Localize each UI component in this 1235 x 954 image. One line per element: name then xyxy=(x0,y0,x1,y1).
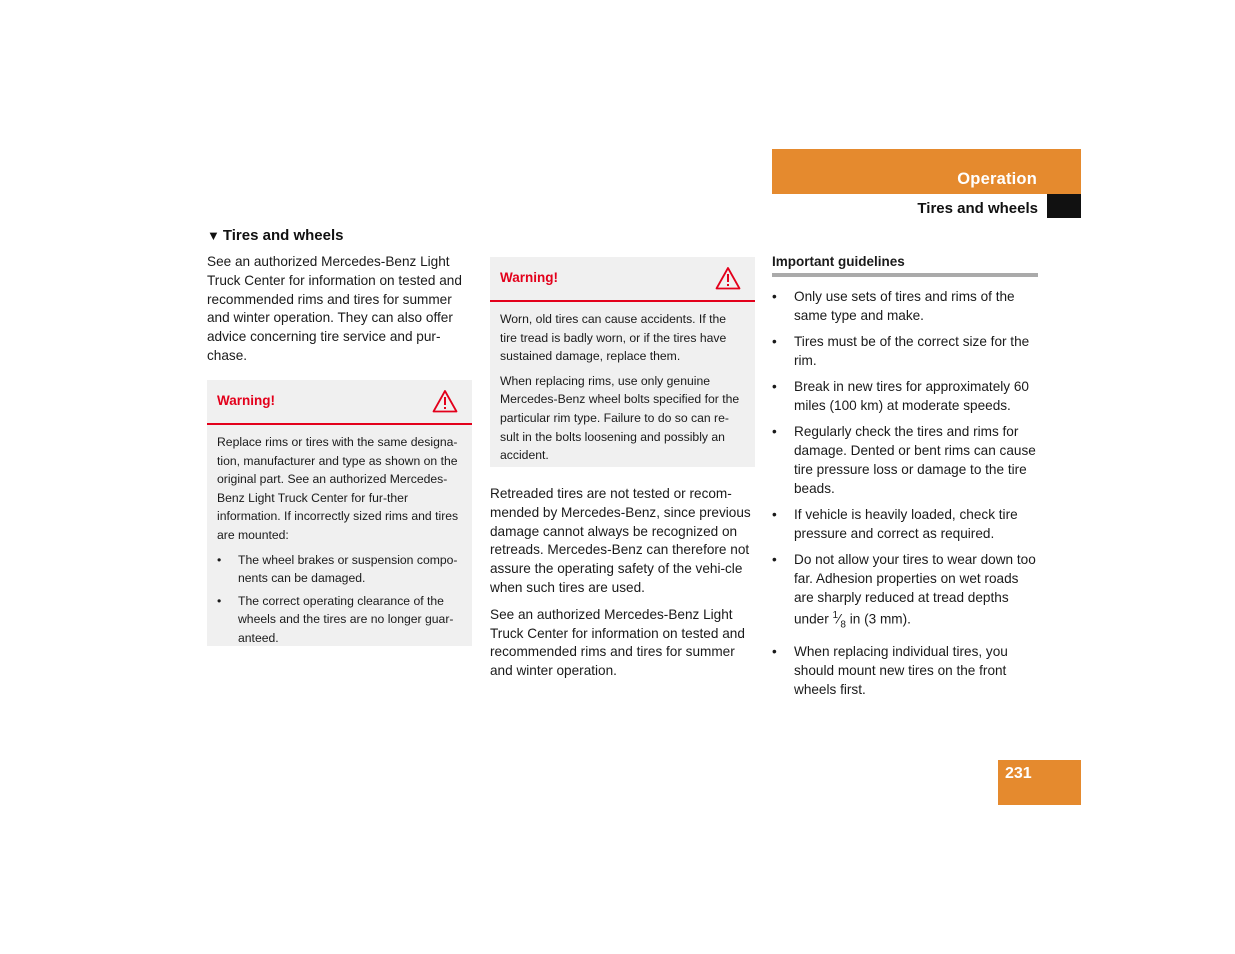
list-item: • Only use sets of tires and rims of the same type and make. xyxy=(772,288,1038,326)
list-item: • The wheel brakes or suspension compo-nents can be damaged. xyxy=(217,551,462,588)
chapter-title: Operation xyxy=(957,170,1037,188)
triangle-down-icon: ▼ xyxy=(207,228,220,243)
column-1 xyxy=(207,253,472,374)
list-item: • The correct operating clearance of the wheels and the tires are no longer guar-anteed. xyxy=(217,592,462,648)
warning-paragraph: Worn, old tires can cause accidents. If the tire tread is badly worn, or if the tires have sustained damage, replace them. xyxy=(500,312,727,364)
list-item: • Regularly check the tires and rims for damage. Dented or bent rims can cause tire pressure loss or damage to the tire beads. xyxy=(772,423,1038,498)
warning-triangle-icon xyxy=(715,266,741,290)
section-heading xyxy=(207,227,343,244)
fraction-numerator: 1 xyxy=(832,610,839,622)
thumb-tab xyxy=(1047,194,1081,218)
warning-text: Replace rims or tires with the same designa-tion, manufacturer and type as shown on the original part. See an authorized Mercedes-Benz Light Truck Center for fur-ther information. If incorrectly sized rims and tires are mounted: xyxy=(217,435,459,542)
tread-text: Do not allow your tires to wear down too far. Adhesion properties on wet roads are sharply reduced at tread depths under xyxy=(794,552,1036,627)
warning-label: Warning! xyxy=(500,270,558,285)
warning-triangle-icon xyxy=(432,389,458,413)
warning-body xyxy=(490,302,755,477)
section-title: Tires and wheels xyxy=(917,200,1038,217)
list-item xyxy=(772,551,1038,635)
page-number-box xyxy=(998,760,1081,805)
list-item: • If vehicle is heavily loaded, check tire pressure and correct as required. xyxy=(772,506,1038,544)
chapter-header xyxy=(772,149,1081,194)
intro-paragraph: See an authorized Mercedes-Benz Light Truck Center for information on tested and recommended rims and tires for summer and winter operation. They can also offer advice concerning tire service and pur-chase. xyxy=(207,254,462,363)
list-item: • Break in new tires for approximately 60 miles (100 km) at moderate speeds. xyxy=(772,378,1038,416)
warning-body xyxy=(207,425,472,658)
dealer-paragraph: See an authorized Mercedes-Benz Light Truck Center for information on tested and recommended rims and tires for summer and winter operation. xyxy=(490,606,745,679)
warning-box-1 xyxy=(207,380,472,646)
fraction-denominator: 8 xyxy=(840,619,846,631)
list-item: • Tires must be of the correct size for the rim. xyxy=(772,333,1038,371)
warning-paragraph: When replacing rims, use only genuine Mercedes-Benz wheel bolts specified for the particular rim type. Failure to do so can re-sult in the bolts loosening and possibly an accident. xyxy=(500,373,740,463)
fraction-slash: ⁄ xyxy=(838,611,841,627)
page-number: 231 xyxy=(1005,765,1032,782)
retread-paragraph: Retreaded tires are not tested or recom-mended by Mercedes-Benz, since previous damage cannot always be recognized on retreads. Mercedes-Benz can therefore not assure the operating safety of the vehi-cle when such tires are used. xyxy=(490,486,751,595)
warning-box-2 xyxy=(490,257,755,467)
guidelines-heading: Important guidelines xyxy=(772,254,1038,277)
guidelines-list xyxy=(772,288,1038,707)
warning-bullets xyxy=(217,551,462,648)
column-2-text xyxy=(490,485,755,689)
warning-header xyxy=(490,257,755,302)
list-item: • When replacing individual tires, you should mount new tires on the front wheels first. xyxy=(772,643,1038,699)
section-heading-text: Tires and wheels xyxy=(222,227,344,244)
warning-label: Warning! xyxy=(217,393,275,408)
tread-unit: in (3 mm). xyxy=(845,611,911,627)
warning-header xyxy=(207,380,472,425)
